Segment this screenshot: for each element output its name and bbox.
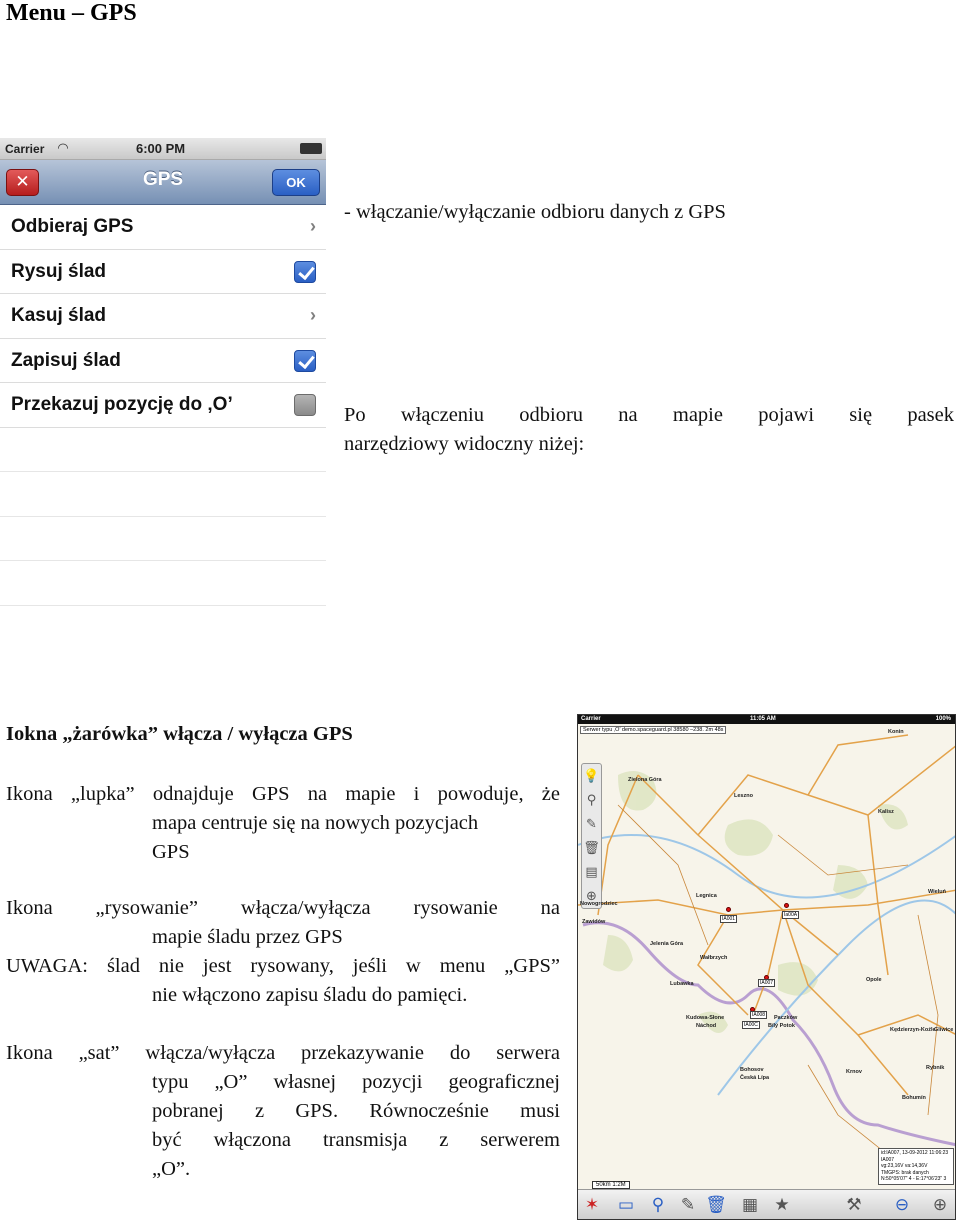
gps-toolbar xyxy=(581,763,602,909)
menu-row-rysuj-slad[interactable] xyxy=(0,250,326,295)
nav-title: GPS xyxy=(142,169,184,190)
empty-row xyxy=(0,561,326,606)
lupka-line3: GPS xyxy=(152,841,190,863)
monitor-icon[interactable]: ▭ xyxy=(617,1195,635,1214)
menu-row-label: Kasuj ślad xyxy=(11,305,107,326)
info-line: IA007 xyxy=(881,1156,895,1163)
town-label: Paczków xyxy=(774,1015,798,1021)
vehicle-info-box xyxy=(878,1148,954,1185)
carrier-label: Carrier xyxy=(5,142,45,156)
lightbulb-icon[interactable]: 💡 xyxy=(583,768,600,783)
chevron-right-icon: › xyxy=(310,216,316,236)
chevron-right-icon: › xyxy=(310,305,316,325)
town-label: Jelenia Góra xyxy=(650,941,684,947)
town-label: Kudowa-Słone xyxy=(686,1015,725,1021)
town-label: Zawidów xyxy=(582,919,606,925)
status-time: 6:00 PM xyxy=(136,141,186,156)
menu-row-label: Rysuj ślad xyxy=(11,260,107,282)
map-screenshot xyxy=(577,714,956,1220)
menu-row-label: Zapisuj ślad xyxy=(11,349,121,371)
sat-line4: być włączona transmisja z serwerem xyxy=(152,1129,560,1151)
rysowanie-line1: Ikona „rysowanie” włącza/wyłącza rysowanie na xyxy=(6,897,560,919)
checkbox-unchecked[interactable] xyxy=(294,394,316,416)
cancel-button[interactable]: ✕ xyxy=(6,169,39,196)
town-label: Bohosov xyxy=(740,1067,764,1073)
map-time: 11:05 AM xyxy=(750,716,776,722)
empty-row xyxy=(0,517,326,562)
toolbar-intro-line2: narzędziowy widoczny niżej: xyxy=(344,433,585,455)
town-label: Krnov xyxy=(846,1069,862,1075)
town-label: Rybnik xyxy=(926,1065,945,1071)
vehicle-pin[interactable] xyxy=(726,907,731,912)
town-label: Česká Lípa xyxy=(740,1075,770,1081)
menu-row-zapisuj-slad[interactable] xyxy=(0,339,326,384)
menu-row-label: Przekazuj pozycję do ‚O’ xyxy=(11,394,233,415)
sat-line1: Ikona „sat” włącza/wyłącza przekazywanie do serwera xyxy=(6,1042,560,1064)
pencil-icon[interactable]: ✎ xyxy=(680,1195,696,1214)
battery-icon xyxy=(300,143,322,154)
info-line: vg:23,16V va:14,36V xyxy=(881,1163,928,1169)
town-label: Kędzierzyn-Koźle xyxy=(890,1027,936,1033)
town-label: Konin xyxy=(888,729,904,735)
map-battery: 100% xyxy=(935,716,951,722)
tools-icon[interactable]: ⚒ xyxy=(846,1195,862,1214)
star-icon[interactable]: ★ xyxy=(774,1195,790,1214)
map-canvas xyxy=(578,715,956,1191)
town-label: Bílý Potok xyxy=(768,1023,795,1029)
pencil-icon[interactable]: ✎ xyxy=(586,816,597,831)
town-label: Wałbrzych xyxy=(700,955,728,961)
map-scale: 50km 1:2M xyxy=(592,1181,630,1189)
sat-line2: typu „O” własnej pozycji geograficznej xyxy=(152,1071,560,1093)
town-label: Wieluń xyxy=(928,889,946,895)
nav-bar xyxy=(0,160,326,205)
map-status-bar xyxy=(578,715,955,724)
satellite-icon[interactable]: ⊕ xyxy=(586,888,597,903)
info-line: N:50°05'07" 4 - E:17°06'23" 3 xyxy=(881,1176,947,1182)
rysowanie-line2: mapie śladu przez GPS xyxy=(152,926,343,948)
info-line: TMGPS: brak danych xyxy=(881,1169,929,1176)
sat-icon[interactable]: ✶ xyxy=(584,1195,600,1214)
magnifier-icon[interactable]: ⚲ xyxy=(586,792,597,807)
odbieraj-description: - włączanie/wyłączanie odbioru danych z GPS xyxy=(344,201,726,223)
town-label: Leszno xyxy=(734,793,753,799)
server-banner: Serwer typu ‚O’ demo.spaceguard.pl 38580 –238. 2m 48s xyxy=(580,726,726,734)
sat-line3: pobranej z GPS. Równocześnie musi xyxy=(152,1100,560,1122)
town-label: Bohumín xyxy=(902,1095,926,1101)
zoom-out-icon[interactable]: ⊖ xyxy=(894,1195,910,1214)
vehicle-marker[interactable]: IA00C xyxy=(744,1022,758,1028)
map-carrier: Carrier xyxy=(581,716,601,722)
vehicle-pin[interactable] xyxy=(784,903,789,908)
lupka-line2: mapa centruje się na nowych pozycjach xyxy=(152,812,479,834)
empty-row xyxy=(0,472,326,517)
uwaga-line1: UWAGA: ślad nie jest rysowany, jeśli w menu „GPS” xyxy=(6,955,560,977)
cash-register-icon[interactable]: ▦ xyxy=(741,1195,759,1214)
empty-row xyxy=(0,428,326,473)
vehicle-marker[interactable]: Ia00A xyxy=(784,912,798,918)
menu-row-kasuj-slad[interactable] xyxy=(0,294,326,339)
sat-line5: „O”. xyxy=(152,1158,191,1180)
ok-button[interactable]: OK xyxy=(272,169,320,196)
status-bar xyxy=(0,138,326,160)
magnifier-icon[interactable]: ⚲ xyxy=(651,1195,665,1214)
town-label: Kalisz xyxy=(878,809,894,815)
info-line: id:IA007, 13-09-2012 11:06:23 xyxy=(881,1150,949,1156)
town-label: Opole xyxy=(866,977,882,983)
town-label: Náchod xyxy=(696,1023,717,1029)
trash-icon[interactable]: 🗑 xyxy=(583,840,600,855)
vehicle-marker[interactable]: IA008 xyxy=(752,1012,766,1018)
document-icon[interactable]: ▤ xyxy=(585,864,598,879)
menu-row-przekazuj-pozycje[interactable] xyxy=(0,383,326,428)
vehicle-marker[interactable]: IA001 xyxy=(722,916,736,922)
toolbar-intro-line1: Po włączeniu odbioru na mapie pojawi się pasek xyxy=(344,404,954,426)
town-label: Gliwice xyxy=(934,1027,954,1033)
checkbox-checked[interactable] xyxy=(294,261,316,283)
trash-icon[interactable]: 🗑 xyxy=(705,1195,727,1214)
wifi-icon: ◠ xyxy=(58,140,68,155)
menu-row-odbieraj-gps[interactable] xyxy=(0,205,326,250)
vehicle-marker[interactable]: IA007 xyxy=(760,980,774,986)
lupka-line1: Ikona „lupka” odnajduje GPS na mapie i powoduje, że xyxy=(6,783,560,805)
town-label: Legnica xyxy=(696,893,717,899)
town-label: Nowogrodziec xyxy=(580,901,618,907)
page-title: Menu – GPS xyxy=(6,0,137,26)
uwaga-line2: nie włączono zapisu śladu do pamięci. xyxy=(152,984,468,1006)
town-label: Lubawka xyxy=(670,981,694,987)
zarowka-heading: Iokna „żarówka” włącza / wyłącza GPS xyxy=(6,723,353,745)
gps-menu-screenshot xyxy=(0,138,326,630)
menu-row-label: Odbieraj GPS xyxy=(11,216,134,237)
bottom-toolbar xyxy=(578,1189,955,1219)
checkbox-checked[interactable] xyxy=(294,350,316,372)
town-label: Zielona Góra xyxy=(628,777,662,783)
zoom-in-icon[interactable]: ⊕ xyxy=(932,1195,948,1214)
